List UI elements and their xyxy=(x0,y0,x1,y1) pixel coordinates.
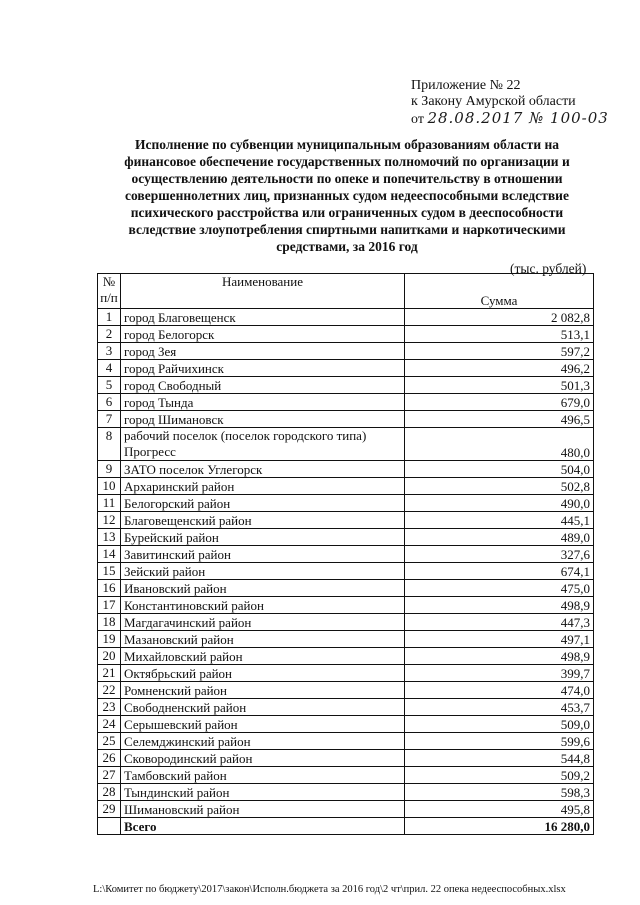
table-row xyxy=(98,597,594,614)
row-name: город Белогорск xyxy=(121,326,405,343)
header-name: Наименование xyxy=(121,274,405,309)
row-num: 18 xyxy=(98,614,121,631)
row-name: Белогорский район xyxy=(121,495,405,512)
row-sum: 496,2 xyxy=(405,360,594,377)
table-row xyxy=(98,394,594,411)
row-sum: 501,3 xyxy=(405,377,594,394)
row-name: Бурейский район xyxy=(121,529,405,546)
row-name: Магдагачинский район xyxy=(121,614,405,631)
row-num: 17 xyxy=(98,597,121,614)
row-num: 23 xyxy=(98,699,121,716)
table-row xyxy=(98,631,594,648)
row-name: город Тында xyxy=(121,394,405,411)
appendix-number: Приложение № 22 xyxy=(411,78,521,93)
row-sum: 490,0 xyxy=(405,495,594,512)
row-name: Свободненский район xyxy=(121,699,405,716)
row-name: город Зея xyxy=(121,343,405,360)
row-num: 14 xyxy=(98,546,121,563)
row-sum: 597,2 xyxy=(405,343,594,360)
header-sum: Сумма xyxy=(405,274,594,309)
row-name: Зейский район xyxy=(121,563,405,580)
table-body xyxy=(98,309,594,835)
row-sum: 598,3 xyxy=(405,784,594,801)
row-sum: 445,1 xyxy=(405,512,594,529)
row-sum: 447,3 xyxy=(405,614,594,631)
row-num: 3 xyxy=(98,343,121,360)
row-name: Селемджинский район xyxy=(121,733,405,750)
total-label: Всего xyxy=(121,818,405,835)
appendix-law: к Закону Амурской области xyxy=(411,94,576,109)
row-sum: 674,1 xyxy=(405,563,594,580)
row-num: 1 xyxy=(98,309,121,326)
table-row xyxy=(98,733,594,750)
row-sum: 679,0 xyxy=(405,394,594,411)
appendix-date-line xyxy=(411,110,609,128)
row-sum: 497,1 xyxy=(405,631,594,648)
row-sum: 495,8 xyxy=(405,801,594,818)
file-path-footer: L:\Комитет по бюджету\2017\закон\Исполн.бюджета за 2016 год\2 чт\прил. 22 опека недееспособных.xlsx xyxy=(93,884,566,895)
handwritten-date-number: 28.08.2017 № 100-03 xyxy=(427,109,609,127)
row-sum: 453,7 xyxy=(405,699,594,716)
row-num: 22 xyxy=(98,682,121,699)
table-row xyxy=(98,699,594,716)
table-row xyxy=(98,461,594,478)
table-header-row xyxy=(98,274,594,309)
row-name: Ивановский район xyxy=(121,580,405,597)
row-sum: 496,5 xyxy=(405,411,594,428)
table-row xyxy=(98,767,594,784)
subvention-table xyxy=(97,273,594,835)
table-row xyxy=(98,360,594,377)
header-num: № п/п xyxy=(98,274,121,309)
row-num: 2 xyxy=(98,326,121,343)
table-row xyxy=(98,529,594,546)
row-name: Завитинский район xyxy=(121,546,405,563)
row-sum: 544,8 xyxy=(405,750,594,767)
row-num: 4 xyxy=(98,360,121,377)
row-name: Мазановский район xyxy=(121,631,405,648)
table-row xyxy=(98,428,594,461)
row-num: 15 xyxy=(98,563,121,580)
row-num: 6 xyxy=(98,394,121,411)
table-row xyxy=(98,614,594,631)
row-sum: 399,7 xyxy=(405,665,594,682)
row-sum: 509,2 xyxy=(405,767,594,784)
row-sum: 480,0 xyxy=(405,428,594,461)
table-row xyxy=(98,326,594,343)
row-num: 20 xyxy=(98,648,121,665)
row-name: Тындинский район xyxy=(121,784,405,801)
row-num: 8 xyxy=(98,428,121,461)
row-sum: 502,8 xyxy=(405,478,594,495)
total-sum: 16 280,0 xyxy=(405,818,594,835)
row-num: 13 xyxy=(98,529,121,546)
row-num: 28 xyxy=(98,784,121,801)
row-num: 11 xyxy=(98,495,121,512)
table-row xyxy=(98,309,594,326)
table-row xyxy=(98,665,594,682)
row-name: Михайловский район xyxy=(121,648,405,665)
table-row xyxy=(98,682,594,699)
row-sum: 475,0 xyxy=(405,580,594,597)
row-num: 19 xyxy=(98,631,121,648)
table-row xyxy=(98,495,594,512)
row-sum: 504,0 xyxy=(405,461,594,478)
table-row xyxy=(98,580,594,597)
table-row xyxy=(98,512,594,529)
row-sum: 509,0 xyxy=(405,716,594,733)
row-num: 7 xyxy=(98,411,121,428)
row-num: 5 xyxy=(98,377,121,394)
row-sum: 327,6 xyxy=(405,546,594,563)
table-row xyxy=(98,750,594,767)
row-num: 12 xyxy=(98,512,121,529)
row-name: Сковородинский район xyxy=(121,750,405,767)
row-name: ЗАТО поселок Углегорск xyxy=(121,461,405,478)
table-row xyxy=(98,563,594,580)
row-name: Тамбовский район xyxy=(121,767,405,784)
row-sum: 599,6 xyxy=(405,733,594,750)
row-name: Ромненский район xyxy=(121,682,405,699)
table-row xyxy=(98,411,594,428)
row-name: город Шимановск xyxy=(121,411,405,428)
row-name: город Свободный xyxy=(121,377,405,394)
row-num: 25 xyxy=(98,733,121,750)
appendix-date-prefix: от xyxy=(411,112,424,127)
units-label: (тыс. рублей) xyxy=(510,261,587,276)
row-name: Константиновский район xyxy=(121,597,405,614)
row-num: 9 xyxy=(98,461,121,478)
row-sum: 489,0 xyxy=(405,529,594,546)
row-num: 26 xyxy=(98,750,121,767)
row-sum: 498,9 xyxy=(405,648,594,665)
row-name: Октябрьский район xyxy=(121,665,405,682)
row-num: 21 xyxy=(98,665,121,682)
total-num xyxy=(98,818,121,835)
row-name: Благовещенский район xyxy=(121,512,405,529)
row-sum: 513,1 xyxy=(405,326,594,343)
row-name: город Райчихинск xyxy=(121,360,405,377)
row-sum: 498,9 xyxy=(405,597,594,614)
table-row xyxy=(98,343,594,360)
table-row xyxy=(98,716,594,733)
row-name: Шимановский район xyxy=(121,801,405,818)
row-num: 24 xyxy=(98,716,121,733)
total-row xyxy=(98,818,594,835)
table-row xyxy=(98,377,594,394)
row-sum: 2 082,8 xyxy=(405,309,594,326)
table-row xyxy=(98,546,594,563)
row-name: Архаринский район xyxy=(121,478,405,495)
table-row xyxy=(98,648,594,665)
appendix-block xyxy=(411,78,609,128)
row-num: 16 xyxy=(98,580,121,597)
row-num: 27 xyxy=(98,767,121,784)
row-num: 29 xyxy=(98,801,121,818)
row-name: Серышевский район xyxy=(121,716,405,733)
table-row xyxy=(98,478,594,495)
table-row xyxy=(98,784,594,801)
row-num: 10 xyxy=(98,478,121,495)
table-row xyxy=(98,801,594,818)
document-title: Исполнение по субвенции муниципальным образованиям области на финансовое обеспечение государственных полномочий по организации и осуществлению деятельности по опеке и попечительству в отношении совершеннолетних лиц, признанных судом недееспособными вследствие психического расстройства или ограниченных судом в дееспособности вследствие злоупотребления спиртными напитками и наркотическими средствами, за 2016 год xyxy=(124,137,570,254)
row-name: город Благовещенск xyxy=(121,309,405,326)
row-name: рабочий поселок (поселок городского типа) Прогресс xyxy=(121,428,405,461)
row-sum: 474,0 xyxy=(405,682,594,699)
